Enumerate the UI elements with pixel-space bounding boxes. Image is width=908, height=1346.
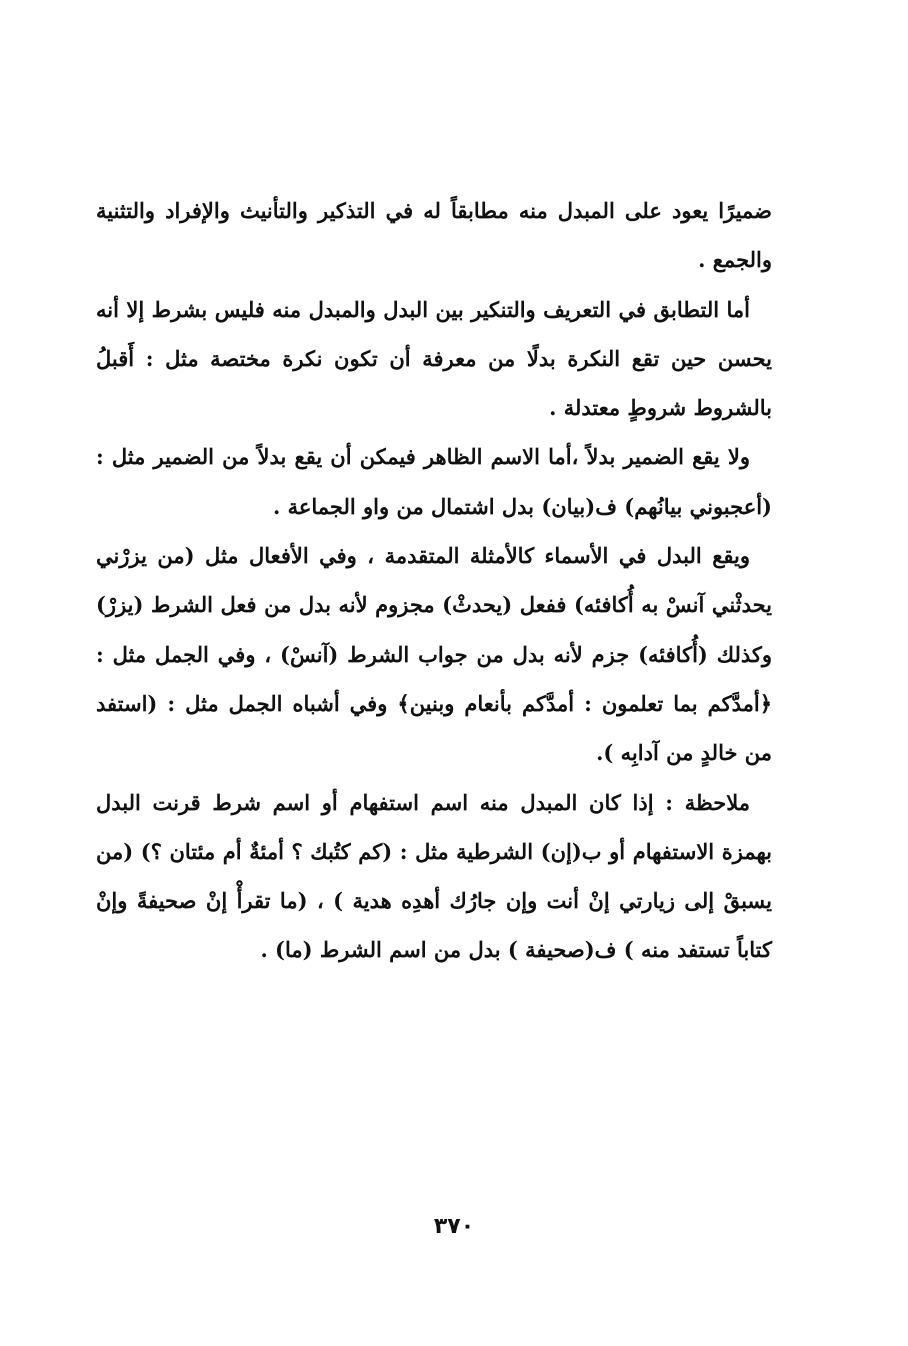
- body-text: [96, 186, 772, 975]
- paragraph-3: [96, 432, 772, 531]
- text-line: بشرط إلا أنه يحسن حين تقع النكرة بدلًا من معرفة أن تكون نكرة: [96, 296, 772, 371]
- text-line: أما التطابق في التعريف والتنكير بين البدل والمبدل منه فليس: [214, 296, 750, 322]
- text-line: الضمير مثل : (أعجبوني بيانُهم) ف(بيان) بدل اشتمال من واو الجماعة .: [96, 444, 772, 519]
- text-line: صحيفةً وإنْ كتاباً تستفد منه ) ف(صحيفة ) بدل من اسم الشرط (ما) .: [96, 888, 772, 963]
- paragraph-1: [96, 186, 772, 285]
- page-number: ٣٧٠: [433, 1214, 475, 1239]
- text-line: وفي أشباه الجمل مثل : (استفد من خالدٍ من آدابِه ).: [96, 690, 772, 766]
- text-line: والتثنية والجمع .: [96, 198, 772, 273]
- text-line: يزرْني يحدثْني آنسْ به أُكافئه) ففعل (يحدثْ) مجزوم لأنه بدل من: [96, 543, 772, 618]
- note-label: ملاحظة :: [665, 789, 751, 815]
- text-line: إذا كان المبدل منه اسم استفهام أو اسم شرط قرنت البدل: [96, 789, 654, 815]
- paragraph-2: [96, 285, 772, 433]
- text-line: (من يسبقْ إلى زيارتي إنْ أنت وإن جارُك أهدِه هدية ) ، (ما تقرأْ إنْ: [96, 838, 773, 914]
- text-line: ضميرًا يعود على المبدل منه مطابقاً له في التذكير والتأنيث والإفراد: [165, 198, 773, 223]
- paragraph-4: [96, 531, 772, 777]
- text-line: ولا يقع الضمير بدلاً ،أما الاسم الظاهر فيمكن أن يقع بدلاً من: [222, 444, 751, 470]
- text-line: بهمزة الاستفهام أو ب(إن) الشرطية مثل : (كم كتُبك ؟ أمئةٌ أم مئتان ؟): [140, 838, 772, 864]
- note-paragraph: [96, 778, 772, 975]
- text-line: فعل الشرط (يزرْ) وكذلك (أُكافئه) جزم لأنه بدل من جواب الشرط: [96, 592, 773, 667]
- text-line: مختصة مثل : أَقبلُ بالشروط شروطٍ معتدلة .: [96, 345, 772, 421]
- text-line: (آنسْ) ، وفي الجمل مثل :﴿أمدَّكم بما تعلمون : أمدَّكم بأنعام وبنين﴾: [96, 641, 772, 716]
- text-line: ويقع البدل في الأسماء كالأمثلة المتقدمة ، وفي الأفعال مثل (من: [157, 543, 750, 569]
